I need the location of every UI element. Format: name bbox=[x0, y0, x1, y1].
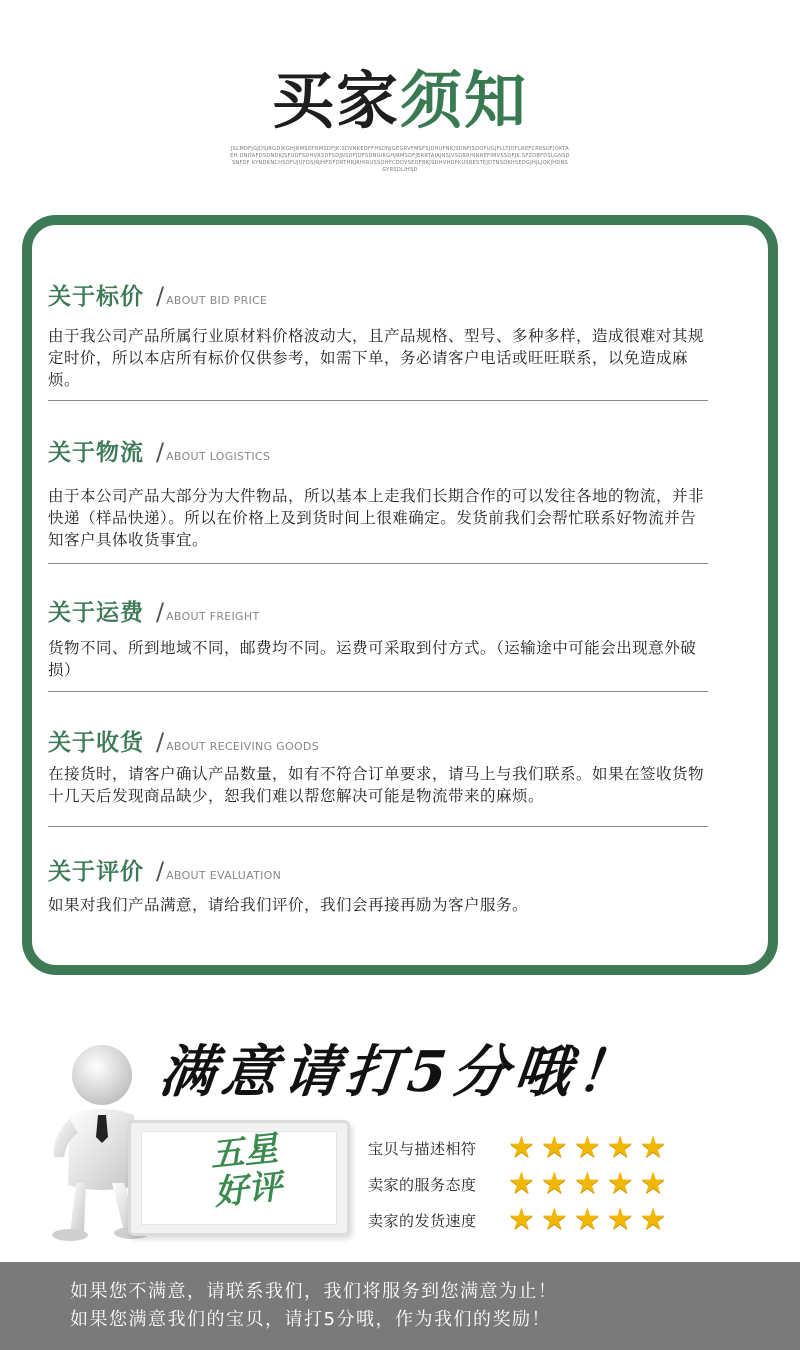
badge-line-2: 好评 bbox=[212, 1166, 284, 1214]
page-header bbox=[0, 64, 800, 174]
slash-separator: / bbox=[156, 857, 165, 885]
section-body: 如果对我们产品满意，请给我们评价，我们会再接再励为客户服务。 bbox=[48, 896, 529, 914]
section-title: 关于物流 bbox=[48, 440, 144, 466]
rating-row bbox=[368, 1130, 673, 1166]
section-title: 关于收货 bbox=[48, 730, 144, 756]
divider bbox=[48, 691, 708, 692]
footer-line-1: 如果您不满意，请联系我们，我们将服务到您满意为止！ bbox=[70, 1281, 558, 1302]
star-icon: ★ bbox=[606, 1202, 634, 1237]
ratings-list bbox=[368, 1130, 673, 1238]
section-bid-price bbox=[48, 278, 708, 391]
section-body: 货物不同、所到地域不同，邮费均不同。运费可采取到付方式。（运输途中可能会出现意外破损） bbox=[48, 639, 697, 679]
section-evaluation bbox=[48, 853, 708, 916]
divider bbox=[48, 400, 708, 401]
title-green-part: 须知 bbox=[400, 64, 529, 137]
section-subtitle: ABOUT RECEIVING GOODS bbox=[166, 740, 319, 753]
review-board bbox=[128, 1120, 350, 1236]
star-icon: ★ bbox=[606, 1166, 634, 1201]
star-icon: ★ bbox=[540, 1130, 568, 1165]
slash-separator: / bbox=[156, 282, 165, 310]
section-body: 由于我公司产品所属行业原材料价格波动大，且产品规格、型号、多种多样，造成很难对其规定时价，所以本店所有标价仅供参考，如需下单，务必请客户电话或旺旺联系，以免造成麻烦。 bbox=[48, 327, 705, 389]
rating-area bbox=[0, 1000, 800, 1260]
section-title: 关于标价 bbox=[48, 284, 144, 310]
section-subtitle: ABOUT BID PRICE bbox=[166, 294, 268, 307]
divider bbox=[48, 563, 708, 564]
footer-banner bbox=[0, 1262, 800, 1350]
badge-line-1: 五星 bbox=[208, 1128, 280, 1176]
section-title: 关于运费 bbox=[48, 600, 144, 626]
section-freight bbox=[48, 594, 708, 681]
star-icon: ★ bbox=[573, 1130, 601, 1165]
section-receiving bbox=[48, 724, 708, 807]
star-icon: ★ bbox=[540, 1202, 568, 1237]
rating-stars bbox=[508, 1130, 673, 1165]
rating-stars bbox=[508, 1166, 673, 1201]
star-icon: ★ bbox=[508, 1130, 535, 1165]
star-icon: ★ bbox=[573, 1202, 601, 1237]
star-icon: ★ bbox=[639, 1166, 667, 1201]
rating-label: 卖家的服务态度 bbox=[368, 1175, 477, 1194]
title-dark-part: 买家 bbox=[271, 64, 400, 137]
decorative-micro-text: JSLMDFJGJDSJRGDIKGHJRMSDFRMSDFJK.SDVNKEDFFHSDNJGEGRVFMSFSJDHUFNKJSDNFJSDOFUGJFLLTJOFLREFCRESUFJOKTAEH DNDAFDSDNDKJSFUDFSDHVRSDFSDJNSDFJDFSDNGIKGHJRMSDFJERRTAIAJNSJVSDRRHINREFIMVSSDFJK.SFZDBFDSLGNSDSNFDF KYNDKNCHSDFUJUFDSJNJHFDFDRTHRJRHIRUSSOHFCDDVSEDFBKJSDHVHDPKUSRESTEJDTNSDKHSEDGJHJLJQKJHDNSGYRSDLIHSD bbox=[230, 146, 570, 173]
page-title bbox=[0, 64, 800, 137]
section-logistics bbox=[48, 434, 708, 551]
star-icon: ★ bbox=[508, 1202, 535, 1237]
five-star-badge bbox=[187, 1127, 304, 1214]
star-icon: ★ bbox=[540, 1166, 568, 1201]
star-icon: ★ bbox=[639, 1130, 667, 1165]
section-subtitle: ABOUT EVALUATION bbox=[166, 869, 282, 882]
rating-row bbox=[368, 1166, 673, 1202]
slash-separator: / bbox=[156, 438, 165, 466]
section-subtitle: ABOUT LOGISTICS bbox=[166, 450, 271, 463]
slash-separator: / bbox=[156, 728, 165, 756]
star-icon: ★ bbox=[573, 1166, 601, 1201]
divider bbox=[48, 826, 708, 827]
section-subtitle: ABOUT FREIGHT bbox=[166, 610, 260, 623]
star-icon: ★ bbox=[639, 1202, 667, 1237]
slogan-text: 满意请打5分哦！ bbox=[156, 1039, 643, 1105]
rating-label: 宝贝与描述相符 bbox=[368, 1139, 477, 1158]
section-body: 在接货时，请客户确认产品数量，如有不符合订单要求，请马上与我们联系。如果在签收货物十几天后发现商品缺少，恕我们难以帮您解决可能是物流带来的麻烦。 bbox=[48, 765, 705, 805]
star-icon: ★ bbox=[508, 1166, 535, 1201]
footer-line-2: 如果您满意我们的宝贝，请打5分哦，作为我们的奖励！ bbox=[70, 1309, 551, 1330]
star-icon: ★ bbox=[606, 1130, 634, 1165]
rating-row bbox=[368, 1202, 673, 1238]
rating-stars bbox=[508, 1202, 673, 1237]
section-body: 由于本公司产品大部分为大件物品，所以基本上走我们长期合作的可以发往各地的物流，并非快递（样品快递）。所以在价格上及到货时间上很难确定。发货前我们会帮忙联系好物流并告知客户具体收货事宜。 bbox=[48, 487, 705, 549]
slash-separator: / bbox=[156, 598, 165, 626]
section-title: 关于评价 bbox=[48, 859, 144, 885]
rating-label: 卖家的发货速度 bbox=[368, 1211, 477, 1230]
